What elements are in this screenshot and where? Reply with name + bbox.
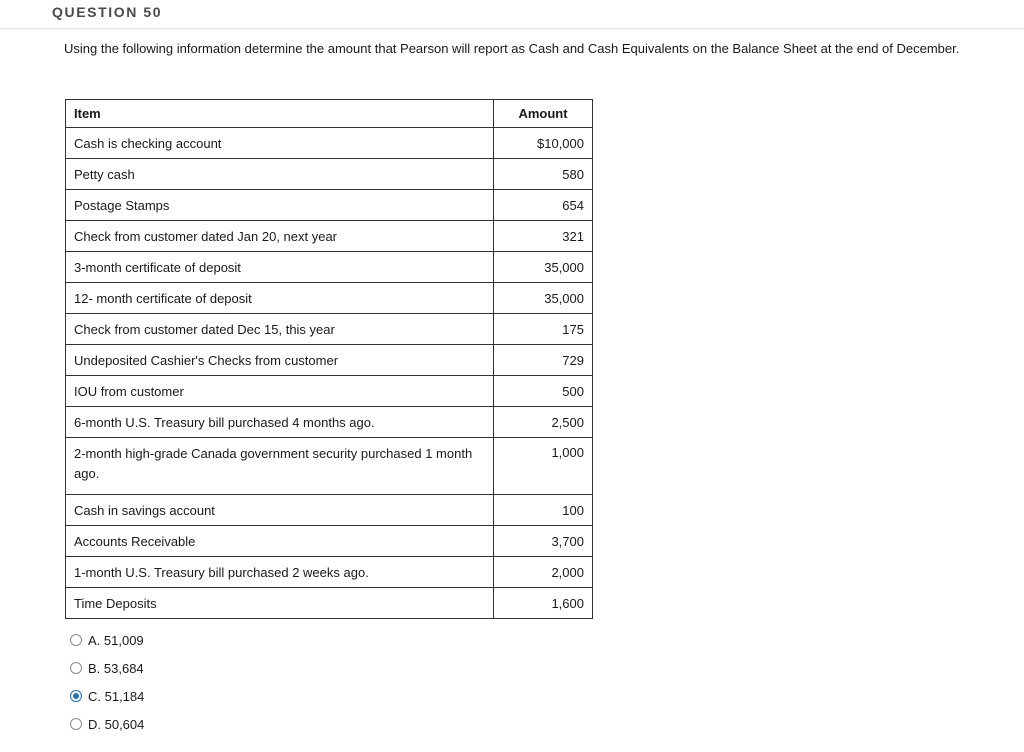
item-cell: Check from customer dated Jan 20, next year: [66, 221, 494, 252]
amount-column-header: Amount: [494, 100, 593, 128]
item-cell: 3-month certificate of deposit: [66, 252, 494, 283]
table-row: [66, 221, 593, 252]
amount-cell: 500: [494, 376, 593, 407]
table-row: [66, 376, 593, 407]
amount-cell: 321: [494, 221, 593, 252]
choice-label[interactable]: B. 53,684: [88, 660, 144, 676]
answer-choices: [70, 626, 144, 738]
table-row: [66, 345, 593, 376]
amount-cell: 100: [494, 495, 593, 526]
radio-button[interactable]: [70, 634, 82, 646]
table-row: [66, 557, 593, 588]
amount-cell: $10,000: [494, 128, 593, 159]
item-cell: Accounts Receivable: [66, 526, 494, 557]
table-row: [66, 252, 593, 283]
amount-cell: 1,600: [494, 588, 593, 619]
item-cell: Undeposited Cashier's Checks from customer: [66, 345, 494, 376]
item-cell: 2-month high-grade Canada government security purchased 1 month ago.: [66, 438, 494, 495]
amount-cell: 729: [494, 345, 593, 376]
amount-cell: 580: [494, 159, 593, 190]
item-cell: Time Deposits: [66, 588, 494, 619]
choice-d[interactable]: [70, 710, 144, 738]
choice-label[interactable]: D. 50,604: [88, 716, 145, 732]
amount-cell: 35,000: [494, 252, 593, 283]
item-cell: IOU from customer: [66, 376, 494, 407]
amount-cell: 1,000: [494, 438, 593, 495]
item-cell: Cash in savings account: [66, 495, 494, 526]
question-prompt: Using the following information determine the amount that Pearson will report as Cash and Cash Equivalents on the Balance Sheet at the end of December.: [64, 41, 960, 56]
choice-c[interactable]: [70, 682, 144, 710]
table-row: [66, 128, 593, 159]
question-title: QUESTION 50: [52, 4, 163, 20]
table-row: [66, 159, 593, 190]
amount-cell: 3,700: [494, 526, 593, 557]
item-cell: Cash is checking account: [66, 128, 494, 159]
choice-a[interactable]: [70, 626, 144, 654]
choice-label[interactable]: C. 51,184: [88, 688, 145, 704]
table-row: [66, 495, 593, 526]
radio-button[interactable]: [70, 662, 82, 674]
table-row: [66, 526, 593, 557]
items-table: [65, 99, 593, 619]
table-row: [66, 407, 593, 438]
table-row: [66, 438, 593, 495]
table-row: [66, 283, 593, 314]
choice-b[interactable]: [70, 654, 144, 682]
amount-cell: 175: [494, 314, 593, 345]
amount-cell: 2,500: [494, 407, 593, 438]
table-row: [66, 190, 593, 221]
radio-button[interactable]: [70, 718, 82, 730]
item-cell: Postage Stamps: [66, 190, 494, 221]
item-cell: 12- month certificate of deposit: [66, 283, 494, 314]
question-header-bar: [0, 0, 1024, 29]
item-column-header: Item: [66, 100, 494, 128]
amount-cell: 654: [494, 190, 593, 221]
item-cell: 1-month U.S. Treasury bill purchased 2 weeks ago.: [66, 557, 494, 588]
radio-button[interactable]: [70, 690, 82, 702]
table-row: [66, 588, 593, 619]
table-header-row: [66, 100, 593, 128]
item-cell: Petty cash: [66, 159, 494, 190]
choice-label[interactable]: A. 51,009: [88, 632, 144, 648]
item-cell: Check from customer dated Dec 15, this year: [66, 314, 494, 345]
amount-cell: 2,000: [494, 557, 593, 588]
table-row: [66, 314, 593, 345]
item-cell: 6-month U.S. Treasury bill purchased 4 months ago.: [66, 407, 494, 438]
amount-cell: 35,000: [494, 283, 593, 314]
